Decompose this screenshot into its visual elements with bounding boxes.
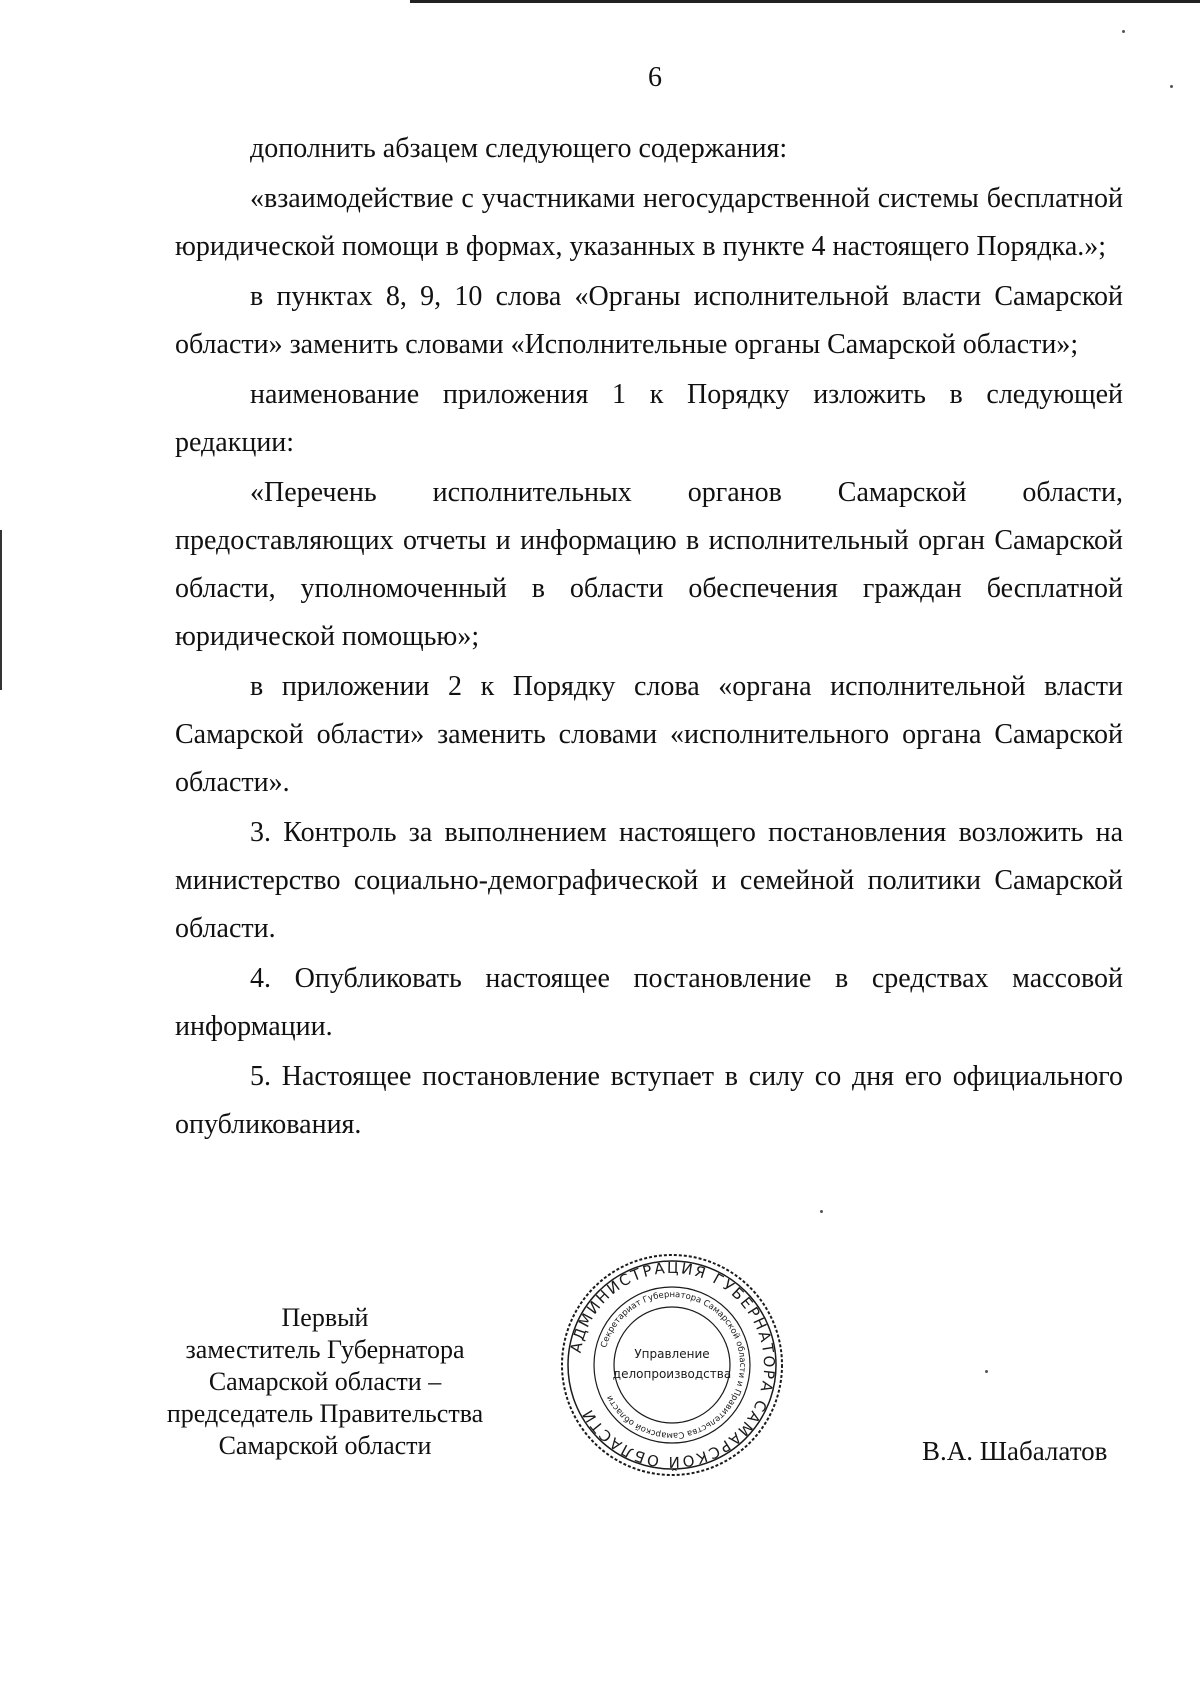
stamp-outer-border bbox=[562, 1255, 782, 1475]
paragraph: «Перечень исполнительных органов Самарской области, предоставляющих отчеты и информацию в исполнительный орган Самарской области, уполномоченный в области обеспечения граждан бесплатной юридической помощью»; bbox=[175, 477, 1123, 652]
signer-title-line: Самарской области bbox=[218, 1431, 432, 1460]
page-number: 6 bbox=[648, 62, 662, 93]
scan-speck bbox=[985, 1370, 988, 1373]
signer-title-line: председатель Правительства bbox=[166, 1399, 484, 1428]
top-border-line bbox=[410, 0, 1200, 3]
paragraph: наименование приложения 1 к Порядку изложить в следующей редакции: bbox=[175, 379, 1123, 458]
paragraph: в пунктах 8, 9, 10 слова «Органы исполнительной власти Самарской области» заменить словами «Исполнительные органы Самарской области»; bbox=[175, 281, 1123, 360]
stamp-center-line-2: делопроизводства bbox=[612, 1367, 732, 1381]
paragraph: «взаимодействие с участниками негосударственной системы бесплатной юридической помощи в формах, указанных в пункте 4 настоящего Порядка.»; bbox=[175, 183, 1123, 262]
signer-title-line: заместитель Губернатора bbox=[185, 1335, 465, 1364]
scan-speck bbox=[1122, 30, 1125, 33]
paragraph: 5. Настоящее постановление вступает в силу со дня его официального опубликования. bbox=[175, 1061, 1123, 1140]
stamp-inner-text: Секретариат Губернатора Самарской области и Правительства Самарской области bbox=[599, 1289, 748, 1441]
stamp-center-line-1: Управление bbox=[634, 1347, 710, 1361]
signer-title bbox=[150, 1302, 500, 1462]
scan-speck bbox=[1170, 85, 1173, 88]
signer-name: В.А. Шабалатов bbox=[922, 1436, 1108, 1466]
paragraph: дополнить абзацем следующего содержания: bbox=[250, 133, 788, 164]
signer-title-line: Самарской области – bbox=[208, 1367, 442, 1396]
stamp-inner-ring bbox=[614, 1307, 730, 1423]
stamp-outer-text: АДМИНИСТРАЦИЯ ГУБЕРНАТОРА САМАРСКОЙ ОБЛАСТИ bbox=[566, 1258, 779, 1472]
stamp-middle-ring bbox=[594, 1287, 750, 1443]
paragraph: 3. Контроль за выполнением настоящего постановления возложить на министерство социально-демографической и семейной политики Самарской области. bbox=[175, 817, 1123, 944]
document-body bbox=[175, 125, 1123, 1151]
official-stamp bbox=[557, 1250, 787, 1480]
scan-speck bbox=[820, 1210, 823, 1213]
signer-title-line: Первый bbox=[281, 1303, 369, 1332]
left-scan-edge bbox=[0, 530, 2, 690]
paragraph: 4. Опубликовать настоящее постановление в средствах массовой информации. bbox=[175, 963, 1123, 1042]
paragraph: в приложении 2 к Порядку слова «органа исполнительной власти Самарской области» заменить словами «исполнительного органа Самарской области». bbox=[175, 671, 1123, 798]
